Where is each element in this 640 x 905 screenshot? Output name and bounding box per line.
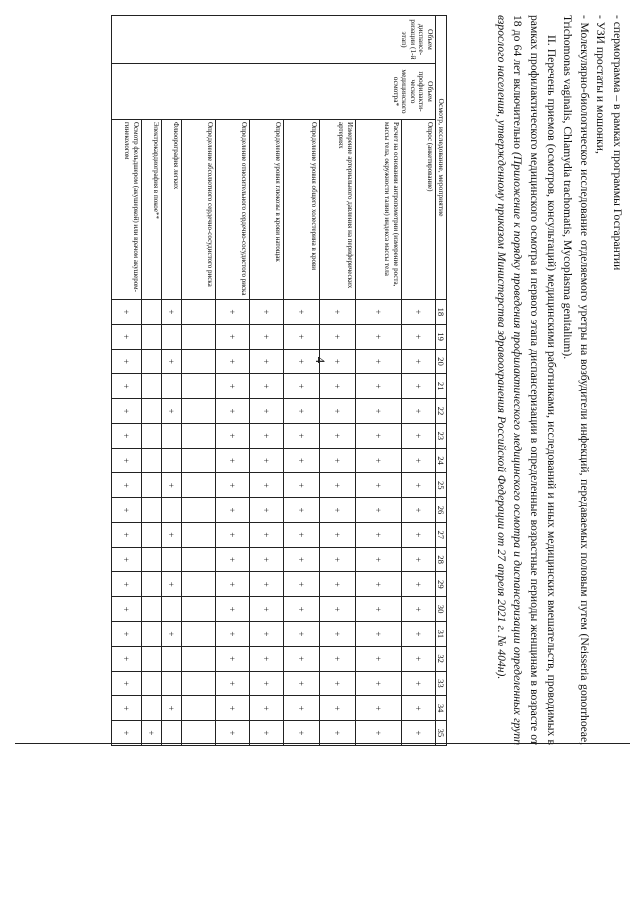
page-number: 4 [313,356,328,364]
mark-cell [161,324,181,349]
mark-cell [181,349,215,374]
mark-cell: + [283,324,319,349]
mark-cell: + [319,300,355,325]
mark-cell [161,547,181,572]
mark-cell: + [401,473,435,498]
mark-cell [141,547,161,572]
mark-cell: + [283,423,319,448]
prof-volume-cell: Объем профилакти-ческого медицинского осмотра* [111,64,435,120]
mark-cell: + [355,646,401,671]
mark-cell: + [319,572,355,597]
mark-cell: + [215,374,249,399]
mark-cell: + [283,547,319,572]
mark-cell: + [215,473,249,498]
mark-cell: + [319,696,355,721]
mark-cell: + [401,374,435,399]
mark-cell: + [249,300,283,325]
mark-cell: + [355,696,401,721]
mark-cell: + [111,646,141,671]
mark-cell: + [283,671,319,696]
age-header: 30 [435,597,446,622]
mark-cell: + [161,349,181,374]
mark-cell: + [283,597,319,622]
mark-cell: + [355,300,401,325]
exam-table [111,15,447,746]
mark-cell: + [355,399,401,424]
mark-cell [141,671,161,696]
mark-cell [161,597,181,622]
mark-cell: + [355,349,401,374]
mark-cell: + [355,324,401,349]
mark-cell: + [111,498,141,523]
mark-cell: + [111,572,141,597]
mark-cell: + [111,522,141,547]
mark-cell: + [401,547,435,572]
mark-cell [181,696,215,721]
mark-cell: + [111,473,141,498]
table-row [161,16,181,746]
mark-cell: + [401,349,435,374]
mark-cell: + [111,621,141,646]
mark-cell: + [111,696,141,721]
table-row [111,16,141,746]
mark-cell: + [319,671,355,696]
mark-cell: + [249,597,283,622]
age-header: 29 [435,572,446,597]
mark-cell: + [401,522,435,547]
mark-cell: + [319,349,355,374]
mark-cell [181,572,215,597]
mark-cell: + [215,349,249,374]
mark-cell: + [215,498,249,523]
mark-cell [181,300,215,325]
mark-cell: + [161,696,181,721]
table-row [283,16,319,746]
table-row [215,16,249,746]
mark-cell: + [283,349,319,374]
mark-cell: + [215,399,249,424]
mark-cell [181,721,215,746]
table-row [181,16,215,746]
mark-cell: + [355,448,401,473]
table-row [355,16,401,746]
table-row [401,16,435,746]
mark-cell [181,374,215,399]
mark-cell [181,448,215,473]
list-item-spermogram: - спермограмма – в рамках программы Госгарантии [611,15,624,271]
mark-cell: + [319,324,355,349]
mark-cell: + [355,721,401,746]
mark-cell: + [319,473,355,498]
mark-cell: + [319,498,355,523]
age-header: 18 [435,300,446,325]
age-header: 26 [435,498,446,523]
exam-label: Флюорография легких [161,120,181,300]
mark-cell: + [249,324,283,349]
mark-cell [181,547,215,572]
mark-cell: + [283,721,319,746]
mark-cell: + [249,621,283,646]
mark-cell [161,498,181,523]
mark-cell: + [283,300,319,325]
mark-cell [141,300,161,325]
horizontal-rule [15,743,630,744]
mark-cell: + [401,696,435,721]
mark-cell: + [319,448,355,473]
mark-cell: + [111,399,141,424]
section-title [492,15,558,745]
list-item-molecular-test: - Молекулярно-биологическое исследование отделяемого уретры на возбудители инфекций, передаваемых половым путем (Neisseria gonorrhoeae, Trichomonas vaginalis, Chlamydia trachomatis, Mycoplasma genitalium). [561,15,591,745]
section-title-text: II. Перечень приемов (осмотров, консультаций) медицинскими работниками, исследований и иных медицинских вмешательств, проводимых в рамках профилактического медицинского осмотра и первого этапа диспансеризации в определенные возрастные периоды женщинам в возрасте от 18 до 64 лет включительно [511,15,558,745]
mark-cell: + [161,621,181,646]
mark-cell: + [283,621,319,646]
age-header: 21 [435,374,446,399]
mark-cell: + [283,473,319,498]
age-header: 23 [435,423,446,448]
mark-cell: + [249,374,283,399]
mark-cell: + [161,572,181,597]
mark-cell: + [401,498,435,523]
age-header: 25 [435,473,446,498]
mark-cell: + [355,621,401,646]
mark-cell [161,721,181,746]
age-header: 27 [435,522,446,547]
age-header: 35 [435,721,446,746]
mark-cell [141,349,161,374]
age-header: 19 [435,324,446,349]
mark-cell: + [215,671,249,696]
mark-cell: + [249,498,283,523]
header-exam: Осмотр, исследование, мероприятие [435,16,446,300]
mark-cell [141,621,161,646]
mark-cell [141,399,161,424]
mark-cell [141,473,161,498]
age-header: 24 [435,448,446,473]
exam-label: Определение уровня глюкозы в крови натощак [249,120,283,300]
mark-cell [141,696,161,721]
exam-label: Определение относительного сердечно-сосудистого риска [215,120,249,300]
exam-label: Расчет на основании антропометрии (измерение роста, массы тела, окружности талии) индекса массы тела [355,120,401,300]
mark-cell: + [283,696,319,721]
mark-cell: + [401,324,435,349]
mark-cell: + [401,671,435,696]
mark-cell [181,423,215,448]
age-header: 28 [435,547,446,572]
mark-cell: + [355,572,401,597]
mark-cell: + [215,597,249,622]
mark-cell [141,646,161,671]
mark-cell: + [215,547,249,572]
mark-cell: + [249,646,283,671]
mark-cell: + [249,721,283,746]
disp-volume-cell: Объем диспансе-ризации (1-й этап) [111,16,435,64]
mark-cell [141,324,161,349]
mark-cell: + [111,597,141,622]
mark-cell: + [401,448,435,473]
mark-cell: + [111,300,141,325]
table-header-row [435,16,446,746]
mark-cell [141,448,161,473]
mark-cell: + [355,498,401,523]
mark-cell: + [161,473,181,498]
mark-cell: + [215,646,249,671]
mark-cell: + [283,646,319,671]
mark-cell: + [355,374,401,399]
mark-cell: + [215,696,249,721]
mark-cell [181,522,215,547]
mark-cell: + [215,300,249,325]
mark-cell [141,423,161,448]
mark-cell [181,597,215,622]
mark-cell: + [215,721,249,746]
exam-label: Определение абсолютного сердечно-сосудистого риска [181,120,215,300]
mark-cell [181,324,215,349]
table-row [319,16,355,746]
mark-cell: + [249,448,283,473]
exam-label: Электрокардиография в покое** [141,120,161,300]
mark-cell: + [283,374,319,399]
mark-cell: + [215,448,249,473]
mark-cell [181,399,215,424]
age-header: 31 [435,621,446,646]
mark-cell [141,597,161,622]
mark-cell [141,498,161,523]
mark-cell: + [283,399,319,424]
mark-cell: + [319,399,355,424]
mark-cell: + [401,572,435,597]
text-block [455,15,625,745]
mark-cell: + [249,349,283,374]
mark-cell [181,498,215,523]
mark-cell: + [111,423,141,448]
table-body [111,16,435,746]
mark-cell [181,646,215,671]
mark-cell: + [401,399,435,424]
mark-cell [161,671,181,696]
mark-cell [161,374,181,399]
mark-cell [181,473,215,498]
mark-cell: + [319,721,355,746]
mark-cell: + [283,572,319,597]
rotated-content [70,15,625,745]
age-header: 33 [435,671,446,696]
mark-cell [161,423,181,448]
mark-cell: + [249,473,283,498]
age-header: 22 [435,399,446,424]
mark-cell: + [249,572,283,597]
mark-cell [141,374,161,399]
mark-cell: + [355,423,401,448]
mark-cell: + [319,374,355,399]
mark-cell: + [401,721,435,746]
mark-cell: + [401,646,435,671]
mark-cell: + [319,522,355,547]
mark-cell [181,621,215,646]
mark-cell: + [161,300,181,325]
mark-cell [161,646,181,671]
mark-cell: + [111,374,141,399]
mark-cell: + [355,473,401,498]
mark-cell: + [249,399,283,424]
mark-cell: + [111,547,141,572]
mark-cell: + [319,423,355,448]
mark-cell: + [111,448,141,473]
mark-cell: + [215,572,249,597]
exam-label: Осмотр фельдшером (акушеркой) или врачом акушером-гинекологом [111,120,141,300]
mark-cell: + [215,621,249,646]
mark-cell: + [283,498,319,523]
mark-cell: + [111,721,141,746]
table-row [249,16,283,746]
mark-cell: + [111,671,141,696]
mark-cell: + [319,621,355,646]
mark-cell: + [141,721,161,746]
mark-cell: + [111,324,141,349]
table-row [141,16,161,746]
exam-label: Опрос (анкетирование) [401,120,435,300]
mark-cell: + [111,349,141,374]
mark-cell: + [401,621,435,646]
mark-cell: + [355,522,401,547]
mark-cell [141,572,161,597]
mark-cell: + [355,671,401,696]
age-header: 32 [435,646,446,671]
mark-cell: + [215,423,249,448]
mark-cell: + [319,597,355,622]
list-item-ultrasound: - УЗИ простаты и мошонки, [594,15,608,154]
mark-cell: + [401,597,435,622]
mark-cell: + [161,522,181,547]
exam-label: Измерение артериального давления на периферических артериях [319,120,355,300]
mark-cell: + [283,448,319,473]
mark-cell [141,522,161,547]
mark-cell: + [283,522,319,547]
mark-cell [181,671,215,696]
mark-cell: + [355,597,401,622]
mark-cell: + [401,423,435,448]
mark-cell: + [401,300,435,325]
age-header: 34 [435,696,446,721]
exam-label: Определение уровня общего холестерина в крови [283,120,319,300]
section-title-reference: (Приложение к порядку проведения профилактического медицинского осмотра и диспансеризации определенных групп взрослого населения, утвержденному приказом Министерства здравоохранения Российской Федерации от 27 апреля 2021 г. № 404н). [494,15,525,745]
mark-cell: + [249,547,283,572]
mark-cell: + [319,646,355,671]
mark-cell: + [249,423,283,448]
mark-cell: + [319,547,355,572]
mark-cell: + [215,324,249,349]
mark-cell: + [215,522,249,547]
mark-cell [161,448,181,473]
mark-cell: + [249,671,283,696]
mark-cell: + [355,547,401,572]
mark-cell: + [249,522,283,547]
mark-cell: + [249,696,283,721]
mark-cell: + [161,399,181,424]
age-header: 20 [435,349,446,374]
